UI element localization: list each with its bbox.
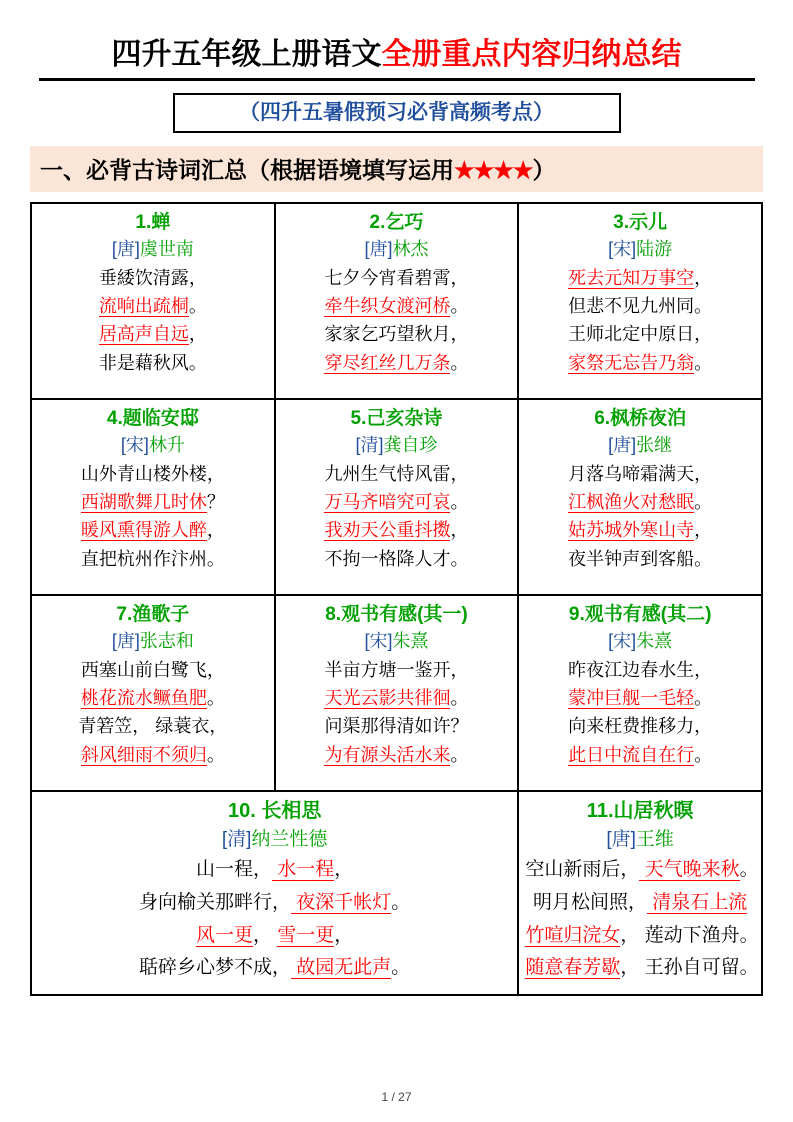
poem-cell-9 bbox=[518, 595, 762, 791]
poem-cell-8 bbox=[275, 595, 519, 791]
poem-cell-4 bbox=[31, 399, 275, 595]
poem-line bbox=[525, 320, 755, 348]
poem-line bbox=[38, 656, 268, 684]
poem-text: 。 bbox=[450, 687, 469, 708]
poem-body bbox=[525, 854, 759, 985]
poem-keyword: 清泉石上流 bbox=[647, 891, 748, 913]
poem-keyword: 竹喧归浣女 bbox=[525, 924, 621, 946]
poem-title: 4.题临安邸 bbox=[106, 407, 199, 429]
poem-keyword: 我劝天公重抖擞 bbox=[324, 520, 451, 541]
poem-text: 不拘一格降人才。 bbox=[324, 548, 469, 569]
poem-line bbox=[525, 952, 759, 985]
poem-author bbox=[525, 432, 755, 458]
poem-line bbox=[525, 516, 755, 544]
poem-text: 。 bbox=[694, 687, 713, 708]
poem-line bbox=[38, 264, 268, 292]
poem-text: 身向榆关那畔行， bbox=[139, 891, 292, 913]
poem-keyword: 姑苏城外寒山寺 bbox=[568, 520, 695, 541]
poem-keyword: 蒙冲巨舰一毛轻 bbox=[568, 687, 695, 708]
poem-keyword: 风一更 bbox=[195, 924, 253, 946]
poem-cell-7 bbox=[31, 595, 275, 791]
poem-keyword: 穿尽红丝几万条 bbox=[324, 352, 451, 373]
poem-text: 明月松间照， bbox=[533, 891, 648, 913]
poem-line bbox=[38, 854, 511, 887]
poem-body bbox=[38, 264, 268, 378]
poem-table-body bbox=[31, 203, 762, 995]
poem-title: 2.乞巧 bbox=[369, 211, 424, 233]
poem-text: 西塞山前白鹭飞， bbox=[80, 659, 225, 680]
poem-author-name: 张志和 bbox=[139, 631, 194, 652]
poem-text: 。 bbox=[694, 744, 713, 765]
poem-line bbox=[525, 741, 755, 769]
poem-body bbox=[525, 460, 755, 574]
poem-text: 。 bbox=[694, 491, 713, 512]
poem-dynasty: [唐] bbox=[608, 435, 637, 456]
poem-text: 夜半钟声到客船。 bbox=[568, 548, 713, 569]
poem-line bbox=[38, 887, 511, 920]
poem-keyword: 桃花流水鳜鱼肥 bbox=[80, 687, 207, 708]
poem-cell-1 bbox=[31, 203, 275, 399]
poem-dynasty: [唐] bbox=[111, 631, 140, 652]
poem-text: 。 bbox=[450, 744, 469, 765]
poem-text: ， bbox=[694, 267, 713, 288]
poem-line bbox=[282, 349, 512, 377]
section-heading-post: ） bbox=[532, 156, 556, 183]
poem-author-name: 龚自珍 bbox=[383, 435, 438, 456]
poem-line bbox=[38, 320, 268, 348]
poem-line bbox=[525, 460, 755, 488]
poem-title: 11.山居秋暝 bbox=[586, 799, 694, 822]
poem-author bbox=[282, 628, 512, 654]
poem-keyword: 水一程 bbox=[272, 859, 335, 881]
section-heading bbox=[30, 146, 763, 192]
poem-text: ， bbox=[450, 520, 469, 541]
poem-keyword: 雪一更 bbox=[277, 924, 335, 946]
poem-line bbox=[38, 516, 268, 544]
poem-text: ， bbox=[334, 859, 354, 881]
poem-line bbox=[38, 712, 268, 740]
poem-text: 垂緌饮清露， bbox=[98, 267, 207, 288]
poem-keyword: 斜风细雨不须归 bbox=[80, 744, 207, 765]
poem-line bbox=[38, 952, 511, 985]
poem-line bbox=[38, 920, 511, 953]
poem-line bbox=[525, 887, 755, 920]
title-underline bbox=[39, 78, 755, 81]
rating-stars: ★★★★ bbox=[454, 156, 533, 183]
poem-title: 7.渔歌子 bbox=[116, 603, 190, 625]
poem-line bbox=[38, 488, 268, 516]
poem-keyword: 居高声自远 bbox=[98, 324, 189, 345]
poem-line bbox=[282, 545, 512, 573]
poem-line bbox=[282, 460, 512, 488]
poem-body bbox=[282, 656, 512, 770]
poem-text: 问渠那得清如许？ bbox=[324, 716, 469, 737]
section-heading-pre: 一、必背古诗词汇总（根据语境填写运用 bbox=[40, 156, 454, 183]
page-number: 1 / 27 bbox=[381, 1090, 412, 1104]
poem-dynasty: [宋] bbox=[608, 631, 637, 652]
poem-body bbox=[282, 460, 512, 574]
poem-line bbox=[282, 712, 512, 740]
poem-table bbox=[30, 202, 763, 996]
poem-dynasty: [宋] bbox=[120, 435, 149, 456]
poem-author bbox=[525, 628, 755, 654]
poem-line bbox=[38, 741, 268, 769]
poem-author bbox=[282, 432, 512, 458]
poem-cell-3 bbox=[518, 203, 762, 399]
poem-text: 聒碎乡心梦不成， bbox=[139, 957, 292, 979]
poem-line bbox=[282, 488, 512, 516]
poem-text: 。 bbox=[450, 491, 469, 512]
poem-keyword: 死去元知万事空 bbox=[568, 267, 695, 288]
page-title-black: 四升五年级上册语文 bbox=[111, 38, 382, 71]
poem-text: 。 bbox=[450, 352, 469, 373]
poem-text: 。 bbox=[391, 957, 411, 979]
poem-author-name: 朱熹 bbox=[636, 631, 673, 652]
poem-line bbox=[525, 712, 755, 740]
poem-line bbox=[525, 545, 755, 573]
poem-text: 。 bbox=[206, 744, 225, 765]
poem-line bbox=[282, 264, 512, 292]
poem-line bbox=[525, 264, 755, 292]
poem-title: 6.枫桥夜泊 bbox=[594, 407, 687, 429]
subtitle-text: （四升五暑假预习必背高频考点） bbox=[239, 100, 554, 124]
poem-keyword: 西湖歌舞几时休 bbox=[80, 491, 207, 512]
poem-keyword: 此日中流自在行 bbox=[568, 744, 695, 765]
poem-cell-10 bbox=[31, 791, 518, 995]
poem-dynasty: [清] bbox=[355, 435, 384, 456]
poem-text: 。 bbox=[391, 891, 411, 913]
poem-dynasty: [宋] bbox=[608, 239, 637, 260]
poem-line bbox=[525, 684, 755, 712]
poem-text: ， 莲动下渔舟。 bbox=[620, 924, 759, 946]
poem-body bbox=[38, 460, 268, 574]
poem-line bbox=[525, 656, 755, 684]
poem-text: 月落乌啼霜满天， bbox=[568, 463, 713, 484]
subtitle-box bbox=[173, 93, 621, 133]
poem-author bbox=[38, 432, 268, 458]
poem-author-name: 虞世南 bbox=[139, 239, 194, 260]
poem-keyword: 随意春芳歇 bbox=[525, 957, 621, 979]
poem-line bbox=[525, 488, 755, 516]
poem-keyword: 天光云影共徘徊 bbox=[324, 687, 451, 708]
poem-dynasty: [宋] bbox=[364, 631, 393, 652]
poem-text: 直把杭州作汴州。 bbox=[80, 548, 225, 569]
poem-line bbox=[282, 656, 512, 684]
poem-line bbox=[282, 516, 512, 544]
poem-title: 3.示儿 bbox=[613, 211, 668, 233]
poem-author-name: 张继 bbox=[636, 435, 673, 456]
poem-body bbox=[38, 854, 511, 985]
poem-keyword: 天气晚来秋 bbox=[639, 859, 740, 881]
poem-text: 九州生气恃风雷， bbox=[324, 463, 469, 484]
poem-author-name: 王维 bbox=[635, 828, 674, 850]
poem-text: 七夕今宵看碧霄， bbox=[324, 267, 469, 288]
poem-text: 家家乞巧望秋月， bbox=[324, 324, 469, 345]
poem-cell-2 bbox=[275, 203, 519, 399]
poem-keyword: 牵牛织女渡河桥 bbox=[324, 295, 451, 316]
poem-text: ， bbox=[694, 520, 713, 541]
poem-body bbox=[282, 264, 512, 378]
poem-text: 昨夜江边春水生， bbox=[568, 659, 713, 680]
poem-author-name: 林杰 bbox=[392, 239, 429, 260]
poem-keyword: 为有源头活水来 bbox=[324, 744, 451, 765]
poem-author bbox=[525, 826, 755, 854]
poem-text: 。 bbox=[694, 352, 713, 373]
poem-line bbox=[282, 320, 512, 348]
poem-text: 非是藉秋风。 bbox=[98, 352, 207, 373]
poem-author-name: 林升 bbox=[148, 435, 185, 456]
poem-body bbox=[525, 264, 755, 378]
poem-title: 9.观书有感(其二) bbox=[568, 603, 712, 625]
poem-text: ？ bbox=[206, 491, 225, 512]
poem-text: ， bbox=[253, 924, 278, 946]
poem-dynasty: [清] bbox=[221, 828, 252, 850]
poem-text: 空山新雨后， bbox=[525, 859, 640, 881]
poem-text: 山一程， bbox=[196, 859, 273, 881]
poem-text: ， bbox=[188, 324, 207, 345]
poem-keyword: 暖风熏得游人醉 bbox=[80, 520, 207, 541]
poem-text: 。 bbox=[206, 687, 225, 708]
title-block bbox=[30, 38, 763, 81]
poem-author bbox=[525, 236, 755, 262]
poem-text: 山外青山楼外楼， bbox=[80, 463, 225, 484]
poem-text: 。 bbox=[739, 859, 759, 881]
poem-line bbox=[38, 349, 268, 377]
poem-keyword: 流响出疏桐 bbox=[98, 295, 189, 316]
poem-line bbox=[282, 292, 512, 320]
poem-text: 青箬笠， 绿蓑衣， bbox=[78, 716, 228, 737]
poem-text: ， bbox=[206, 520, 225, 541]
poem-title: 10. 长相思 bbox=[227, 799, 322, 822]
poem-line bbox=[525, 854, 759, 887]
poem-line bbox=[525, 349, 755, 377]
poem-cell-5 bbox=[275, 399, 519, 595]
table-row bbox=[31, 595, 762, 791]
page-title bbox=[30, 38, 763, 73]
poem-text: 王师北定中原日， bbox=[568, 324, 713, 345]
poem-keyword: 江枫渔火对愁眠 bbox=[568, 491, 695, 512]
poem-cell-11 bbox=[518, 791, 762, 995]
poem-text: 但悲不见九州同。 bbox=[568, 295, 713, 316]
poem-cell-6 bbox=[518, 399, 762, 595]
poem-dynasty: [唐] bbox=[111, 239, 140, 260]
poem-line bbox=[38, 292, 268, 320]
poem-dynasty: [唐] bbox=[364, 239, 393, 260]
poem-line bbox=[525, 292, 755, 320]
poem-title: 8.观书有感(其一) bbox=[325, 603, 468, 625]
poem-line bbox=[282, 684, 512, 712]
section-heading-text bbox=[40, 157, 555, 183]
page-title-red: 全册重点内容归纳总结 bbox=[381, 38, 682, 71]
poem-keyword: 夜深千帐灯 bbox=[291, 891, 392, 913]
poem-text: 。 bbox=[188, 295, 207, 316]
poem-author bbox=[282, 236, 512, 262]
poem-body bbox=[525, 656, 755, 770]
poem-keyword: 万马齐喑究可哀 bbox=[324, 491, 451, 512]
poem-line bbox=[38, 545, 268, 573]
poem-author bbox=[38, 628, 268, 654]
page-footer bbox=[0, 1090, 793, 1104]
table-row bbox=[31, 399, 762, 595]
table-row bbox=[31, 203, 762, 399]
poem-dynasty: [唐] bbox=[606, 828, 636, 850]
poem-keyword: 家祭无忘告乃翁 bbox=[568, 352, 695, 373]
poem-text: 。 bbox=[450, 295, 469, 316]
poem-text: ， 王孙自可留。 bbox=[620, 957, 759, 979]
poem-author-name: 纳兰性德 bbox=[251, 828, 328, 850]
poem-line bbox=[282, 741, 512, 769]
poem-title: 5.己亥杂诗 bbox=[350, 407, 443, 429]
poem-text: 半亩方塘一鉴开， bbox=[324, 659, 469, 680]
poem-author-name: 朱熹 bbox=[392, 631, 429, 652]
poem-author-name: 陆游 bbox=[636, 239, 673, 260]
poem-body bbox=[38, 656, 268, 770]
table-row bbox=[31, 791, 762, 995]
poem-text: ， bbox=[334, 924, 354, 946]
poem-title: 1.蝉 bbox=[135, 211, 171, 233]
poem-keyword: 故园无此声 bbox=[291, 957, 392, 979]
poem-author bbox=[38, 826, 511, 854]
poem-line bbox=[38, 684, 268, 712]
poem-line bbox=[38, 460, 268, 488]
poem-author bbox=[38, 236, 268, 262]
poem-line bbox=[525, 920, 759, 953]
poem-text: 向来枉费推移力， bbox=[568, 716, 713, 737]
